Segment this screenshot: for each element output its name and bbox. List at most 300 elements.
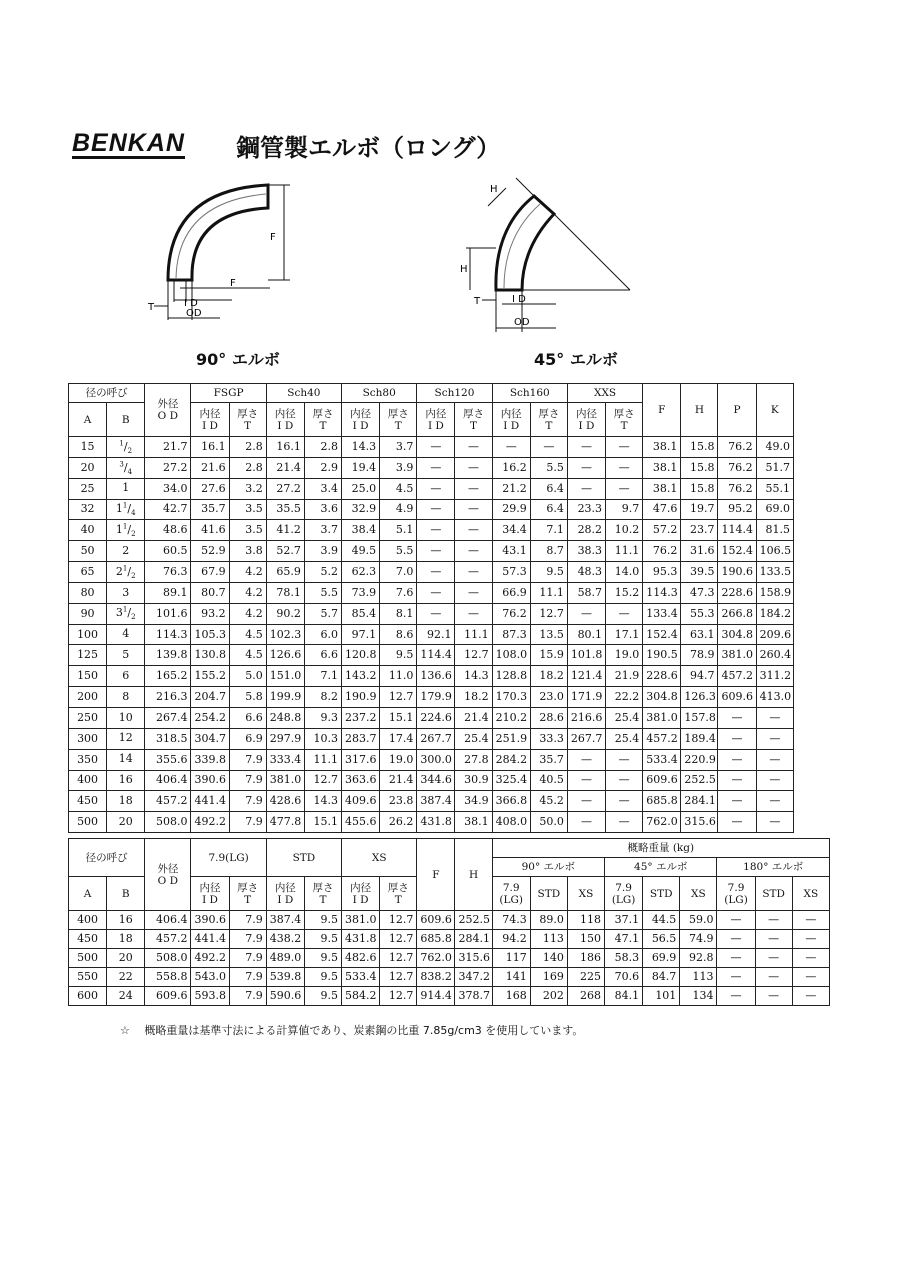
b-numerator: 1 xyxy=(122,564,128,573)
cell-value: 87.3 xyxy=(492,624,530,645)
cell-value: 47.3 xyxy=(681,582,718,603)
nominal-b-fraction xyxy=(122,648,129,661)
cell-value: — xyxy=(756,749,793,770)
b-whole: 20 xyxy=(118,814,133,828)
cell-value: 155.2 xyxy=(191,666,229,687)
cell-value: — xyxy=(492,437,530,458)
cell-value: 170.3 xyxy=(492,687,530,708)
cell-value: 184.2 xyxy=(756,603,793,624)
cell-value: 5.0 xyxy=(229,666,266,687)
cell-value: 56.5 xyxy=(643,930,680,949)
cell-value: 11.1 xyxy=(606,541,643,562)
cell-value: 10.3 xyxy=(304,728,341,749)
cell-value: 284.2 xyxy=(492,749,530,770)
cell-value: 14.3 xyxy=(342,437,380,458)
dimension-weight-table xyxy=(68,838,830,1006)
header-weight-lg: 7.9 (LG) xyxy=(492,877,530,911)
cell-value: — xyxy=(455,457,492,478)
cell-value: 37.1 xyxy=(605,911,643,930)
cell-value: 35.5 xyxy=(266,499,304,520)
cell-value: — xyxy=(567,478,605,499)
header-weight-xs: XS xyxy=(680,877,717,911)
cell-value: 80.1 xyxy=(567,624,605,645)
cell-value: 171.9 xyxy=(567,687,605,708)
cell-value: 114.4 xyxy=(718,520,756,541)
cell-value: 9.5 xyxy=(380,645,417,666)
cell-value: 441.4 xyxy=(191,791,229,812)
cell-value: 93.2 xyxy=(191,603,229,624)
cell-value: 5.7 xyxy=(304,603,341,624)
dimension-f-vertical: F xyxy=(270,232,276,243)
table-row xyxy=(69,812,794,833)
cell-value: 117 xyxy=(492,949,530,968)
cell-value: 33.3 xyxy=(530,728,567,749)
header-t: 厚さ T xyxy=(229,877,266,911)
cell-value: 363.6 xyxy=(342,770,380,791)
cell-value: 228.6 xyxy=(718,582,756,603)
cell-a: 150 xyxy=(69,666,107,687)
elbow-45-caption: 45° エルボ xyxy=(534,350,618,369)
header-nominal: 径の呼び xyxy=(69,384,145,403)
cell-value: 593.8 xyxy=(191,987,229,1006)
b-whole: 2 xyxy=(115,564,123,578)
dimension-od: OD xyxy=(514,317,530,328)
table-row xyxy=(69,987,830,1006)
cell-od: 457.2 xyxy=(145,791,191,812)
cell-value: 3.5 xyxy=(229,499,266,520)
cell-a: 400 xyxy=(69,770,107,791)
cell-od: 34.0 xyxy=(145,478,191,499)
cell-value: 40.5 xyxy=(530,770,567,791)
header-id: 内径 I D xyxy=(492,403,530,437)
header-f: F xyxy=(643,384,681,437)
dimension-t: T xyxy=(148,302,155,313)
cell-value: 685.8 xyxy=(643,791,681,812)
cell-value: 220.9 xyxy=(681,749,718,770)
cell-value: 126.6 xyxy=(266,645,304,666)
cell-value: 32.9 xyxy=(342,499,380,520)
cell-value: 266.8 xyxy=(718,603,756,624)
cell-value: 69.9 xyxy=(643,949,680,968)
cell-b xyxy=(107,728,145,749)
nominal-b-fraction xyxy=(115,501,136,518)
header-fsgp: FSGP xyxy=(191,384,266,403)
cell-value: 21.9 xyxy=(606,666,643,687)
cell-value: 39.5 xyxy=(681,562,718,583)
cell-value: 90.2 xyxy=(266,603,304,624)
cell-value: 114.4 xyxy=(417,645,455,666)
cell-value: 209.6 xyxy=(756,624,793,645)
cell-value: 27.8 xyxy=(455,749,492,770)
cell-value: 58.3 xyxy=(605,949,643,968)
cell-value: — xyxy=(717,930,755,949)
cell-value: 260.4 xyxy=(756,645,793,666)
cell-a: 32 xyxy=(69,499,107,520)
header-t: 厚さ T xyxy=(606,403,643,437)
cell-value: 19.7 xyxy=(681,499,718,520)
cell-value: 225 xyxy=(567,968,604,987)
cell-value: 492.2 xyxy=(191,949,229,968)
cell-value: 914.4 xyxy=(417,987,455,1006)
cell-value: 409.6 xyxy=(342,791,380,812)
cell-a: 125 xyxy=(69,645,107,666)
cell-value: 89.0 xyxy=(530,911,567,930)
cell-value: 7.9 xyxy=(229,968,266,987)
cell-a: 90 xyxy=(69,603,107,624)
cell-value: 344.6 xyxy=(417,770,455,791)
cell-value: 151.0 xyxy=(266,666,304,687)
cell-value: 44.5 xyxy=(643,911,680,930)
header-t: 厚さ T xyxy=(530,403,567,437)
header-nominal: 径の呼び xyxy=(69,839,145,877)
cell-value: 12.7 xyxy=(380,687,417,708)
cell-value: 190.9 xyxy=(342,687,380,708)
cell-value: 22.2 xyxy=(606,687,643,708)
nominal-b-fraction xyxy=(119,815,133,828)
cell-value: 133.4 xyxy=(643,603,681,624)
nominal-b-fraction xyxy=(119,752,133,765)
table-row xyxy=(69,499,794,520)
cell-value: 378.7 xyxy=(455,987,492,1006)
cell-value: 50.0 xyxy=(530,812,567,833)
cell-value: 113 xyxy=(680,968,717,987)
cell-a: 80 xyxy=(69,582,107,603)
table-row xyxy=(69,645,794,666)
nominal-b-fraction xyxy=(122,544,129,557)
table-row xyxy=(69,791,794,812)
cell-value: 102.3 xyxy=(266,624,304,645)
cell-value: — xyxy=(718,728,756,749)
b-slash: / xyxy=(127,564,132,578)
cell-value: 477.8 xyxy=(266,812,304,833)
cell-value: 41.2 xyxy=(266,520,304,541)
cell-b xyxy=(107,666,145,687)
cell-b: 20 xyxy=(107,949,145,968)
nominal-b-fraction xyxy=(119,773,133,786)
cell-b xyxy=(107,770,145,791)
cell-value: 73.9 xyxy=(342,582,380,603)
cell-value: — xyxy=(606,603,643,624)
nominal-b-fraction xyxy=(119,440,132,453)
cell-value: 8.2 xyxy=(304,687,341,708)
b-whole: 1 xyxy=(122,481,130,495)
cell-value: 7.9 xyxy=(229,791,266,812)
cell-value: 55.3 xyxy=(681,603,718,624)
b-denominator: 2 xyxy=(127,446,133,455)
cell-value: 35.7 xyxy=(530,749,567,770)
cell-value: 216.6 xyxy=(567,707,605,728)
table-row xyxy=(69,520,794,541)
header-elbow-45: 45° エルボ xyxy=(605,858,717,877)
cell-od: 508.0 xyxy=(145,812,191,833)
b-numerator: 1 xyxy=(122,501,128,510)
table-row xyxy=(69,478,794,499)
nominal-b-fraction xyxy=(119,731,133,744)
cell-value: 62.3 xyxy=(342,562,380,583)
cell-value: — xyxy=(606,478,643,499)
cell-value: 268 xyxy=(567,987,604,1006)
b-whole: 12 xyxy=(118,731,133,745)
cell-value: 136.6 xyxy=(417,666,455,687)
cell-value: — xyxy=(455,582,492,603)
dimension-id: I D xyxy=(184,298,198,309)
header-h: H xyxy=(455,839,492,911)
b-slash: / xyxy=(123,439,128,453)
cell-value: — xyxy=(606,791,643,812)
cell-value: 74.3 xyxy=(492,911,530,930)
cell-value: 134 xyxy=(680,987,717,1006)
cell-value: 15.1 xyxy=(304,812,341,833)
cell-value: — xyxy=(417,478,455,499)
cell-value: 441.4 xyxy=(191,930,229,949)
cell-od: 89.1 xyxy=(145,582,191,603)
nominal-b-fraction xyxy=(122,586,129,599)
cell-od: 48.6 xyxy=(145,520,191,541)
cell-value: — xyxy=(756,728,793,749)
header-weight-std: STD xyxy=(530,877,567,911)
cell-value: 12.7 xyxy=(380,949,417,968)
cell-value: 347.2 xyxy=(455,968,492,987)
cell-value: — xyxy=(756,707,793,728)
header-weight-lg: 7.9 (LG) xyxy=(605,877,643,911)
header-p: P xyxy=(718,384,756,437)
cell-value: 186 xyxy=(567,949,604,968)
cell-value: — xyxy=(718,707,756,728)
cell-b: 22 xyxy=(107,968,145,987)
cell-value: 609.6 xyxy=(643,770,681,791)
cell-value: 38.1 xyxy=(643,478,681,499)
b-denominator: 2 xyxy=(131,571,136,580)
cell-value: 304.8 xyxy=(643,687,681,708)
dimension-h-diagonal: H xyxy=(490,184,498,195)
footnote: ☆ 概略重量は基準寸法による計算値であり、炭素鋼の比重 7.85g/cm3 を使用しています。 xyxy=(120,1024,584,1037)
cell-value: 431.8 xyxy=(342,930,380,949)
cell-b xyxy=(107,749,145,770)
cell-value: 210.2 xyxy=(492,707,530,728)
cell-value: 7.9 xyxy=(229,987,266,1006)
cell-value: 4.5 xyxy=(229,624,266,645)
cell-od: 42.7 xyxy=(145,499,191,520)
cell-value: 76.2 xyxy=(718,457,756,478)
cell-value: 94.2 xyxy=(492,930,530,949)
table-row xyxy=(69,770,794,791)
header-sch40: Sch40 xyxy=(266,384,341,403)
cell-value: 3.5 xyxy=(229,520,266,541)
cell-b xyxy=(107,645,145,666)
table-row xyxy=(69,911,830,930)
cell-value: 5.1 xyxy=(380,520,417,541)
cell-a: 200 xyxy=(69,687,107,708)
cell-b: 16 xyxy=(107,911,145,930)
cell-value: 3.8 xyxy=(229,541,266,562)
cell-value: 3.6 xyxy=(304,499,341,520)
header-weight-xs: XS xyxy=(567,877,604,911)
cell-od: 508.0 xyxy=(145,949,191,968)
header-elbow-180: 180° エルボ xyxy=(717,858,830,877)
table-row xyxy=(69,562,794,583)
cell-value: 489.0 xyxy=(266,949,304,968)
cell-value: 47.1 xyxy=(605,930,643,949)
b-denominator: 4 xyxy=(127,467,133,476)
header-id: 内径 I D xyxy=(342,403,380,437)
cell-value: 106.5 xyxy=(756,541,793,562)
cell-value: — xyxy=(455,499,492,520)
cell-value: 455.6 xyxy=(342,812,380,833)
cell-value: — xyxy=(606,457,643,478)
cell-value: 15.1 xyxy=(380,707,417,728)
cell-value: 29.9 xyxy=(492,499,530,520)
cell-value: 120.8 xyxy=(342,645,380,666)
cell-value: — xyxy=(755,949,792,968)
nominal-b-fraction xyxy=(122,627,129,640)
cell-value: 3.9 xyxy=(304,541,341,562)
header-lg: 7.9(LG) xyxy=(191,839,266,877)
cell-value: 7.1 xyxy=(304,666,341,687)
cell-value: 5.8 xyxy=(229,687,266,708)
cell-value: 92.8 xyxy=(680,949,717,968)
cell-a: 350 xyxy=(69,749,107,770)
cell-value: 76.2 xyxy=(643,541,681,562)
nominal-b-fraction xyxy=(119,711,133,724)
cell-value: 590.6 xyxy=(266,987,304,1006)
cell-value: 6.6 xyxy=(229,707,266,728)
cell-value: 114.3 xyxy=(643,582,681,603)
cell-value: 7.0 xyxy=(380,562,417,583)
cell-value: 12.7 xyxy=(380,930,417,949)
nominal-b-fraction xyxy=(122,669,129,682)
cell-value: 47.6 xyxy=(643,499,681,520)
cell-value: 838.2 xyxy=(417,968,455,987)
cell-value: — xyxy=(718,812,756,833)
cell-value: 26.2 xyxy=(380,812,417,833)
cell-od: 355.6 xyxy=(145,749,191,770)
nominal-b-fraction xyxy=(122,690,129,703)
cell-value: 482.6 xyxy=(342,949,380,968)
cell-value: 381.0 xyxy=(718,645,756,666)
b-whole: 3 xyxy=(122,585,130,599)
header-weight: 概略重量 (kg) xyxy=(492,839,829,858)
cell-value: 11.1 xyxy=(304,749,341,770)
cell-value: 38.4 xyxy=(342,520,380,541)
cell-value: 52.9 xyxy=(191,541,229,562)
cell-value: 158.9 xyxy=(756,582,793,603)
cell-value: 2.8 xyxy=(304,437,341,458)
cell-value: — xyxy=(455,603,492,624)
cell-value: 7.9 xyxy=(229,949,266,968)
cell-value: 143.2 xyxy=(342,666,380,687)
cell-od: 60.5 xyxy=(145,541,191,562)
cell-value: 15.9 xyxy=(530,645,567,666)
cell-b xyxy=(107,603,145,624)
header-t: 厚さ T xyxy=(455,403,492,437)
cell-value: 14.3 xyxy=(304,791,341,812)
cell-b xyxy=(107,457,145,478)
header-t: 厚さ T xyxy=(380,403,417,437)
b-slash: / xyxy=(127,523,132,537)
cell-value: — xyxy=(455,562,492,583)
cell-value: 7.9 xyxy=(229,749,266,770)
cell-value: 762.0 xyxy=(643,812,681,833)
cell-value: 5.5 xyxy=(530,457,567,478)
cell-value: 609.6 xyxy=(417,911,455,930)
cell-value: 130.8 xyxy=(191,645,229,666)
b-whole: 18 xyxy=(118,794,133,807)
cell-value: 10.2 xyxy=(606,520,643,541)
header-id: 内径 I D xyxy=(191,877,229,911)
cell-value: — xyxy=(417,603,455,624)
cell-value: 267.7 xyxy=(417,728,455,749)
b-numerator: 1 xyxy=(122,605,128,614)
cell-value: — xyxy=(567,603,605,624)
cell-value: 204.7 xyxy=(191,687,229,708)
cell-value: 84.7 xyxy=(643,968,680,987)
header-b: B xyxy=(107,877,145,911)
cell-value: 413.0 xyxy=(756,687,793,708)
cell-value: 762.0 xyxy=(417,949,455,968)
cell-value: 190.5 xyxy=(643,645,681,666)
cell-value: 101 xyxy=(643,987,680,1006)
cell-value: 539.8 xyxy=(266,968,304,987)
cell-value: 52.7 xyxy=(266,541,304,562)
cell-value: 381.0 xyxy=(643,707,681,728)
header-b: B xyxy=(107,403,145,437)
elbow-90-caption: 90° エルボ xyxy=(196,350,280,369)
cell-value: — xyxy=(718,791,756,812)
cell-value: — xyxy=(567,812,605,833)
cell-value: 5.2 xyxy=(304,562,341,583)
cell-od: 114.3 xyxy=(145,624,191,645)
cell-value: 8.7 xyxy=(530,541,567,562)
cell-value: 35.7 xyxy=(191,499,229,520)
cell-value: 339.8 xyxy=(191,749,229,770)
elbow-90-diagram xyxy=(140,170,310,330)
cell-value: 179.9 xyxy=(417,687,455,708)
cell-value: 7.6 xyxy=(380,582,417,603)
cell-value: 7.9 xyxy=(229,930,266,949)
cell-value: — xyxy=(717,911,755,930)
b-whole: 3 xyxy=(115,606,123,620)
cell-value: 3.9 xyxy=(380,457,417,478)
cell-value: 38.1 xyxy=(643,437,681,458)
cell-value: 76.2 xyxy=(492,603,530,624)
cell-value: 2.8 xyxy=(229,437,266,458)
cell-value: 387.4 xyxy=(266,911,304,930)
cell-value: 7.1 xyxy=(530,520,567,541)
cell-b xyxy=(107,478,145,499)
cell-value: 381.0 xyxy=(342,911,380,930)
cell-value: 2.9 xyxy=(304,457,341,478)
cell-value: 38.1 xyxy=(643,457,681,478)
cell-value: 3.7 xyxy=(304,520,341,541)
cell-value: 315.6 xyxy=(681,812,718,833)
b-whole: 6 xyxy=(122,668,130,682)
cell-value: 92.1 xyxy=(417,624,455,645)
cell-value: 685.8 xyxy=(417,930,455,949)
nominal-b-fraction xyxy=(115,605,136,622)
cell-value: 41.6 xyxy=(191,520,229,541)
table-row xyxy=(69,728,794,749)
cell-value: 152.4 xyxy=(718,541,756,562)
cell-value: 25.4 xyxy=(606,707,643,728)
cell-a: 450 xyxy=(69,930,107,949)
cell-a: 600 xyxy=(69,987,107,1006)
cell-value: — xyxy=(718,749,756,770)
cell-value: 11.1 xyxy=(455,624,492,645)
cell-value: 390.6 xyxy=(191,770,229,791)
cell-value: 284.1 xyxy=(681,791,718,812)
cell-value: 189.4 xyxy=(681,728,718,749)
header-std: STD xyxy=(266,839,341,877)
